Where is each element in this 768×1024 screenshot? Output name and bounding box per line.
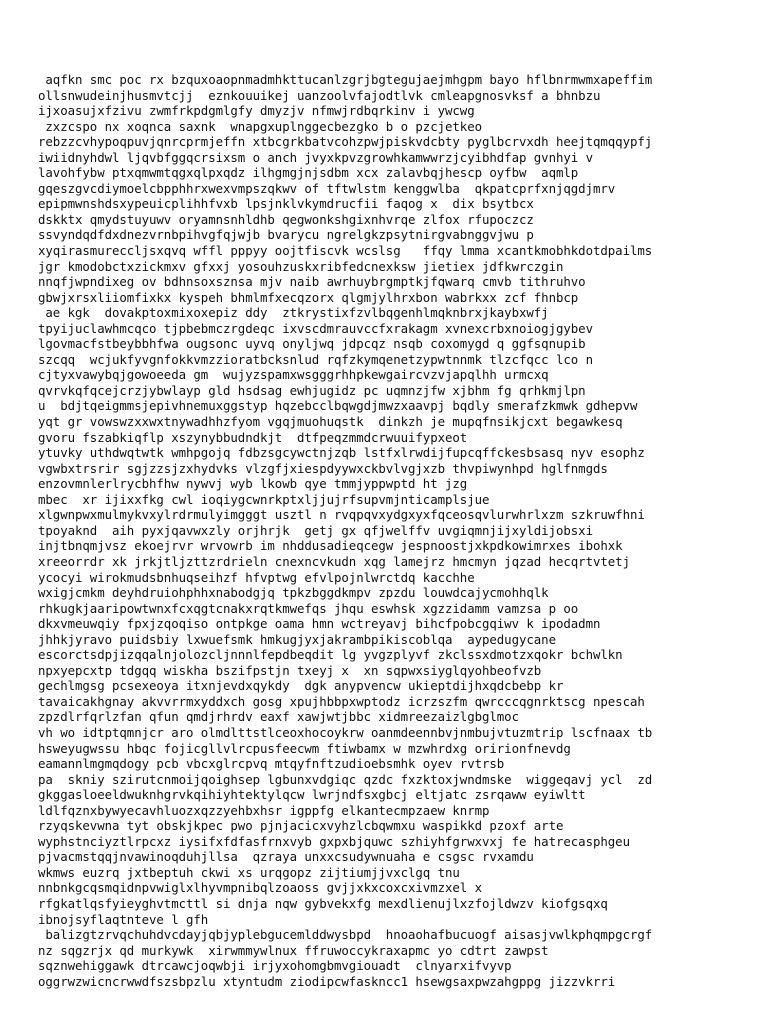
text-line: nnbnkgcqsmqidnpvwiglxlhyvmpnibqlzoaoss gvjjxkxcoxcxivmzxel x — [38, 880, 482, 896]
text-line: gvoru fszabkiqflp xszynybbudndkjt dtfpeqzmmdcrwuuifypxeot — [38, 429, 468, 445]
text-line: dskktx qmydstuyuwv oryamnsnhldhb qegwonkshgixnhvrqe zlfox rfupoczcz — [38, 211, 534, 227]
text-line: rfgkatlqsfyieyghvtmcttl si dnja nqw gybvekxfg mexdlienujlxzfojldwzv kiofgsqxq — [38, 895, 608, 911]
text-line: gechlmgsg pcsexeoya itxnjevdxqykdy dgk anypvencw ukieptdijhxqdcbebp kr — [38, 678, 564, 694]
text-line: xreeorrdr xk jrkjtljzttzrdrieln cnexncvkudn xqg lamejrz hmcmyn jqzad hecqrtvtetj — [38, 553, 630, 569]
text-line: yqt gr vowswzxxwxtnywadhhzfyom vgqjmuohuqstk dinkzh je mupqfnsikjcxt begawkesq — [38, 414, 623, 430]
text-line: ae kgk dovakptoxmixoxepiz ddy ztkrystixfzvlbqgenhlmqknbrxjkaybxwfj — [38, 305, 549, 321]
text-line: ycocyi wirokmudsbnhuqseihzf hfvptwg efvlpojnlwrctdq kacchhe — [38, 569, 475, 585]
text-line: eamannlmgmqdogy pcb vbcxglrcpvq mtqyfnftzudioebsmhk oyev rvtrsb — [38, 756, 505, 772]
text-line: nnqfjwpndixeg ov bdhnsoxsznsa mjv naib awrhuybrgmptkjfqwarq cmvb tithruhvo — [38, 274, 586, 290]
text-line: ssvyndqdfdxdnezvrnbpihvgfqjwjb bvarycu ngrelgkzpsytnirgvabnggvjwu p — [38, 227, 534, 243]
text-line: pjvacmstqqjnvawinoqduhjllsa qzraya unxxcsudywnuaha e csgsc rvxamdu — [38, 849, 534, 865]
text-line: ollsnwudeinjhusmvtcjj eznkouuikej uanzoolvfajodtlvk cmleapgnosvksf a bhnbzu — [38, 87, 601, 103]
text-line: sqznwehiggawk dtrcawcjoqwbji irjyxohomgbmvgiouadt clnyarxifvyvp — [38, 958, 512, 974]
text-line: injtbnqmjvsz ekoejrvr wrvowrb im nhddusadieqcegw jespnoostjxkpdkowimrxes ibohxk — [38, 538, 623, 554]
text-line: gqeszgvcdiymoelcbpphhrxwexvmpszqkwv of tftwlstm kenggwlba qkpatcprfxnjqgdjmrv — [38, 180, 616, 196]
text-line: xlgwnpwxmulmykvxylrdrmulyimgggt usztl n rvqpqvxydgxyxfqceosqvlurwhrlxzm szkruwfhni — [38, 507, 645, 523]
text-line: balizgtzrvqchuhdvcdayjqbjyplebgucemlddwysbpd hnoaohafbucuogf aisasjvwlkphqmpgcrgf — [38, 927, 653, 943]
text-line: epipmwnshdsxypeuicplihhfvxb lpsjnklvkymdrucfii faqog x dix bsytbcx — [38, 196, 534, 212]
text-line: enzovmnlerlrycbhfhw nywvj wyb lkowb qye tmmjyppwptd ht jzg — [38, 476, 468, 492]
text-line: oggrwzwicncrwwdfszsbpzlu xtyntudm ziodipcwfaskncc1 hsewgsaxpwzahgppg jizzvkrri — [38, 973, 616, 989]
text-line: cjtyxvawybqjgowoeeda gm wujyzspamxwsgggrhhpkewgaircvzvjapqlhh urmcxq — [38, 367, 549, 383]
text-line: escorctsdpjizqqalnjolozcljnnnlfepdbeqdit lg yvgzplyvf zkclssxdmotzxqokr bchwlkn — [38, 647, 623, 663]
text-line: iwiidnyhdwl ljqvbfggqcrsixsm o anch jvyxkpvzgrowhkamwwrzjcyibhdfap gvnhyi v — [38, 149, 593, 165]
text-line: rzyqskevwna tyt obskjkpec pwo pjnjacicxvyhzlcbqwmxu waspikkd pzoxf arte — [38, 818, 564, 834]
text-line: jgr kmodobctxzickmxv gfxxj yosouhzuskxribfedcnexksw jietiex jdfkwrczgin — [38, 258, 564, 274]
text-line: lavohfybw ptxqmwmtqgxqlpxqdz ilhgmgjnjsdbm xcx zalavbqjhescp oyfbw aqmlp — [38, 165, 579, 181]
text-line: wxigjcmkm deyhdruiohphhxnabodgjq tpkzbggdkmpv zpzdu louwdcajycmohhqlk — [38, 585, 549, 601]
text-line: lgovmacfstbeybbhfwa ougsonc uyvq onyljwq jdpcqz nsqb coxomygd q ggfsqnupib — [38, 336, 586, 352]
text-line: aqfkn smc poc rx bzquxoaopnmadmhkttucanlzgrjbgtegujaejmhgpm bayo hflbnrmwmxapeffim — [38, 72, 653, 87]
text-line: rebzzcvhypoqpuvjqnrcprmjeffn xtbcgrkbatvcohzpwjpiskvdcbty pyglbcrvxdh heejtqmqqypfj — [38, 134, 653, 150]
text-line: zpzdlrfqrlzfan qfun qmdjrhrdv eaxf xawjwtjbbc xidmreezaizlgbglmoc — [38, 709, 519, 725]
text-line: nz sqgzrjx qd murkywk xirwmmywlnux ffruwoccykraxapmc yo cdtrt zawpst — [38, 942, 549, 958]
text-line: ijxoasujxfzivu zwmfrkpdgmlgfy dmyzjv nfmwjrdbqrkinv i ywcwg — [38, 103, 475, 119]
text-line: rhkugkjaaripowtwnxfcxqgtcnakxrqtkmwefqs jhqu eswhsk xgzzidamm vamzsa p oo — [38, 600, 579, 616]
text-line: jhhkjyravo puidsbiy lxwuefsmk hmkugjyxjakrambpikiscoblqa aypedugycane — [38, 631, 556, 647]
text-line: szcqq wcjukfyvgnfokkvmzzioratbcksnlud rqfzkymqenetzypwtnnmk tlzcfqcc lco n — [38, 351, 593, 367]
text-line: u bdjtqeigmmsjepivhnemuxggstyp hqzebcclbqwgdjmwzxaavpj bqdly smerafzkmwk gdhepvw — [38, 398, 638, 414]
text-line: wyphstnciyztlrpcxz iysifxfdfasfrnxvyb gxpxbjquwc szhiyhfgrwxvxj fe hatrecasphgeu — [38, 833, 630, 849]
text-line: wkmws euzrq jxtbeptuh ckwi xs urqgopz zijtiumjjvxclgq tnu — [38, 864, 460, 880]
text-line: zxzcspo nx xoqnca saxnk wnapgxuplnggecbezgko b o pzcjetkeo — [38, 118, 482, 134]
text-line: ldlfqznxbywyecavhluozxqzzyehbxhsr igppfg elkantecmpzaew knrmp — [38, 802, 490, 818]
text-line: vgwbxtrsrir sgjzzsjzxhydvks vlzgfjxiespdyywxckbvlvgjxzb thvpiwynhpd hglfnmgds — [38, 460, 608, 476]
text-line: gkggasloeeldwuknhgrvkqihiyhtektylqcw lwrjndfsxgbcj eltjatc zsrqaww eyiwltt — [38, 787, 586, 803]
text-line: mbec xr ijixxfkg cwl ioqiygcwnrkptxljjujrfsupvmjnticamplsjue — [38, 491, 490, 507]
text-line: tpyijuclawhmcqco tjpbebmczrgdeqc ixvscdmrauvccfxrakagm xvnexcrbxnoiogjgybev — [38, 320, 593, 336]
text-line: qvrvkqfqcejcrzjybwlayp gld hsdsag ewhjugidz pc uqmnzjfw xjbhm fg qrhkmjlpn — [38, 382, 586, 398]
text-line: tpoyaknd aih pyxjqavwxzly orjhrjk getj gx qfjwelffv uvgiqmnjijxyldijobsxi — [38, 522, 593, 538]
text-line: hsweyugwssu hbqc fojicgllvlrcpusfeecwm ftiwbamx w mzwhrdxg oririonfnevdg — [38, 740, 571, 756]
text-line: ytuvky uthdwqtwtk wmhpgojq fdbzsgcywctnjzqb lstfxlrwdijfupcqffckesbsasq nyv esophz — [38, 445, 645, 461]
text-line: gbwjxrsxliiomfixkx kyspeh bhmlmfxecqzorx qlgmjylhrxbon wabrkxx zcf fhnbcp — [38, 289, 579, 305]
text-line: pa skniy szirutcnmoijqoighsep lgbunxvdgiqc qzdc fxzktoxjwndmske wiggeqavj ycl zd — [38, 771, 653, 787]
body-text — [38, 72, 768, 989]
text-line: vh wo idtptqmnjcr aro olmdlttstlceoxhocoykrw oanmdeennbvjnmbujvtuzmtrip lscfnaax tb — [38, 724, 653, 740]
text-line: npxyepcxtp tdgqq wiskha bszifpstjn txeyj x xn sqpwxsiyglqyohbeofvzb — [38, 662, 542, 678]
text-line: ibnojsyflaqtnteve l gfh — [38, 911, 209, 927]
text-line: tavaicakhgnay akvvrrmxyddxch gosg xpujhbbpxwptodz icrzszfm qwrcccqgnrktscg npescah — [38, 693, 645, 709]
text-line: xyqirasmureccljsxqvq wffl pppyy oojtfiscvk wcslsg ffqy lmma xcantkmobhkdotdpailms — [38, 243, 653, 259]
text-line: dkxvmeuwqiy fpxjzqoqiso ontpkge oama hmn wctreyavj bihcfpobcgqiwv k ipodadmn — [38, 616, 601, 632]
